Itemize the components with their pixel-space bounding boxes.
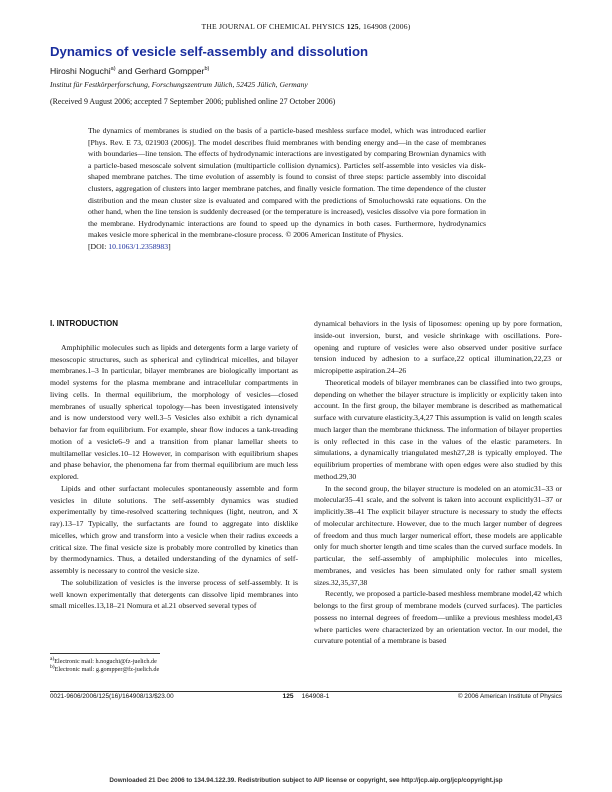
footer-divider xyxy=(50,691,562,692)
paragraph: Recently, we proposed a particle-based meshless membrane model,42 which belongs to the first group of membrane models (curved surfaces). The particles possess no internal degrees of freedom—unlike a previous meshless model,43 where particles were characterized by an orientation vector. In our model, the curvature potential of a membrane is based xyxy=(314,589,562,646)
paragraph: In the second group, the bilayer structure is modeled on an atomic31–33 or molecular35–41 scale, and the solvent is taken into account explicitly31–37 or implicitly.38–41 The explicit bilayer structure is necessary to study the effects of molecular architecture. However, due to the much larger number of degrees of freedom and thus much larger numerical effort, these models are applicable only for much shorter length and time scales than the curved surface models. In particular, the self-assembly of amphiphilic molecules into micelles, membranes, and vesicles has been simulated only for rather small system sizes.32,35,37,38 xyxy=(314,483,562,587)
footnote-divider xyxy=(50,653,160,654)
journal-pages-year: , 164908 (2006) xyxy=(358,22,411,31)
author-noguchi-footnote-mark[interactable]: a) xyxy=(110,66,116,73)
paragraph: Lipids and other surfactant molecules spontaneously assemble and form vesicles in dilute solutions. The self-assembly dynamics was studied experimentally by time-resolved scattering techniques (light, neutron, and X ray).13–17 Typically, the surfactants are found to aggregate into disklike micelles, which grow and transform into a vesicle when their radius exceeds a critical size. The final vesicle size is probably more controlled by kinetics than by thermodynamics. Thus, a detailed understanding of the dynamics of self-assembly is necessary to control the vesicle size. xyxy=(50,483,298,575)
doi-suffix: ] xyxy=(168,241,171,251)
body-column-left xyxy=(50,318,298,612)
paragraph: Amphiphilic molecules such as lipids and detergents form a large variety of mesoscopic structures, such as spherical and cylindrical micelles, and bilayer membranes.1–3 In particular, bilayer membranes are biologically important as model systems for the plasma membrane and intracellular compartments in living cells. In thermal equilibrium, the morphology of vesicles—closed membranes of usually spherical topology—has been investigated intensively and is now understood very well.3–5 Vesicles also exhibit a rich dynamical behavior far from equilibrium. For example, shear flow induces a tank-treading motion of a vesicle6–9 and a transition from planar lamellar sheets to multilamellar vesicles.10–12 However, in comparison with equilibrium shapes and phase behavior, the phenomena far from thermal equilibrium are much less explored. xyxy=(50,342,298,481)
running-head xyxy=(0,22,612,31)
affiliation: Institut für Festkörperforschung, Forschungszentrum Jülich, 52425 Jülich, Germany xyxy=(50,80,308,89)
footnote-a-mark: a) xyxy=(50,655,55,662)
body-column-right xyxy=(314,318,562,647)
article-title: Dynamics of vesicle self-assembly and dissolution xyxy=(50,44,369,59)
footer-article-code: 0021-9606/2006/125(16)/164908/13/$23.00 xyxy=(50,693,174,700)
abstract-text: The dynamics of membranes is studied on the basis of a particle-based meshless surface model, which was introduced earlier [Phys. Rev. E 73, 021903 (2006)]. The model describes fluid membranes with bending energy and—in the case of membranes with boundaries—line tension. The effects of hydrodynamic interactions are investigated by comparing Brownian dynamics with a particle-based mesoscale solvent simulation (multiparticle collision dynamics). Particles self-assemble into vesicles via disk-shaped membrane patches. The time evolution of assembly is found to consist of three steps: particle assembly into discoidal clusters, aggregation of clusters into larger membrane patches, and finally vesicle formation. The time dependence of the cluster distribution and the mean cluster size is evaluated and compared with the predictions of Smoluchowski rate equations. On the other hand, when the line tension is suddenly decreased (or the temperature is increased), vesicles dissolve via pore formation in the membrane. Hydrodynamic interactions are found to speed up the dynamics in both cases. Furthermore, hydrodynamics makes vesicle more spherical in the membrane-closure process. © 2006 American Institute of Physics. xyxy=(88,126,486,240)
author-noguchi: Hiroshi Noguchi xyxy=(50,66,111,76)
footnote-b-text: Electronic mail: g.gompper@fz-juelich.de xyxy=(54,666,160,674)
download-notice: Downloaded 21 Dec 2006 to 134.94.122.39. Redistribution subject to AIP license or copyright, see http://jcp.aip.org/jcp/copyright.jsp xyxy=(109,777,503,784)
paragraph: The solubilization of vesicles is the inverse process of self-assembly. It is well known experimentally that detergents can dissolve lipid membranes into small micelles.13,18–21 Nomura et al.21 observed several types of xyxy=(50,577,298,611)
footer-page: 164908-1 xyxy=(301,693,330,700)
doi-link[interactable]: 10.1063/1.2358983 xyxy=(108,241,169,251)
footnote-a xyxy=(50,655,159,666)
abstract xyxy=(88,125,486,253)
footer-volume: 125 xyxy=(282,693,294,700)
journal-volume: 125 xyxy=(346,22,359,31)
author-gompper: Gerhard Gompper xyxy=(134,66,205,76)
footnote-a-text: Electronic mail: h.noguchi@fz-juelich.de xyxy=(54,658,157,665)
section-heading: I. INTRODUCTION xyxy=(50,319,118,328)
footer-copyright: © 2006 American Institute of Physics xyxy=(457,693,562,700)
paragraph: Theoretical models of bilayer membranes can be classified into two groups, depending on whether the bilayer structure is implicitly or explicitly taken into account. In the first group, the bilayer membrane is described as mathematical surface with curvature elasticity.3,4,27 This assumption is valid on length scales much larger than the membrane thickness. The information of bilayer properties is only reflected in this case in the values of the elastic parameters. In simulations, a dynamically triangulated mesh27,28 is typically employed. The equilibrium properties of membrane with open edges were also studied by this method.29,30 xyxy=(314,377,562,481)
author-list xyxy=(50,66,209,76)
footnote-b xyxy=(50,666,159,674)
author-separator: and xyxy=(115,66,135,76)
paragraph: dynamical behaviors in the lysis of liposomes: opening up by pore formation, inside-out inversion, burst, and vesicle shrinkage with oscillations. Pore-opening and rupture of vesicles were also observed under positive surface tension induced by adhesion to a surface,22 optical illumination,22,23 or micropipette aspiration.24–26 xyxy=(314,319,562,375)
author-gompper-footnote-mark[interactable]: b) xyxy=(204,66,210,73)
footnote-b-mark: b) xyxy=(50,664,55,671)
publication-dates: (Received 9 August 2006; accepted 7 September 2006; published online 27 October 2006) xyxy=(50,97,336,106)
doi-prefix: [DOI: xyxy=(88,241,109,251)
journal-name: THE JOURNAL OF CHEMICAL PHYSICS xyxy=(201,22,345,31)
footnotes xyxy=(50,655,160,674)
